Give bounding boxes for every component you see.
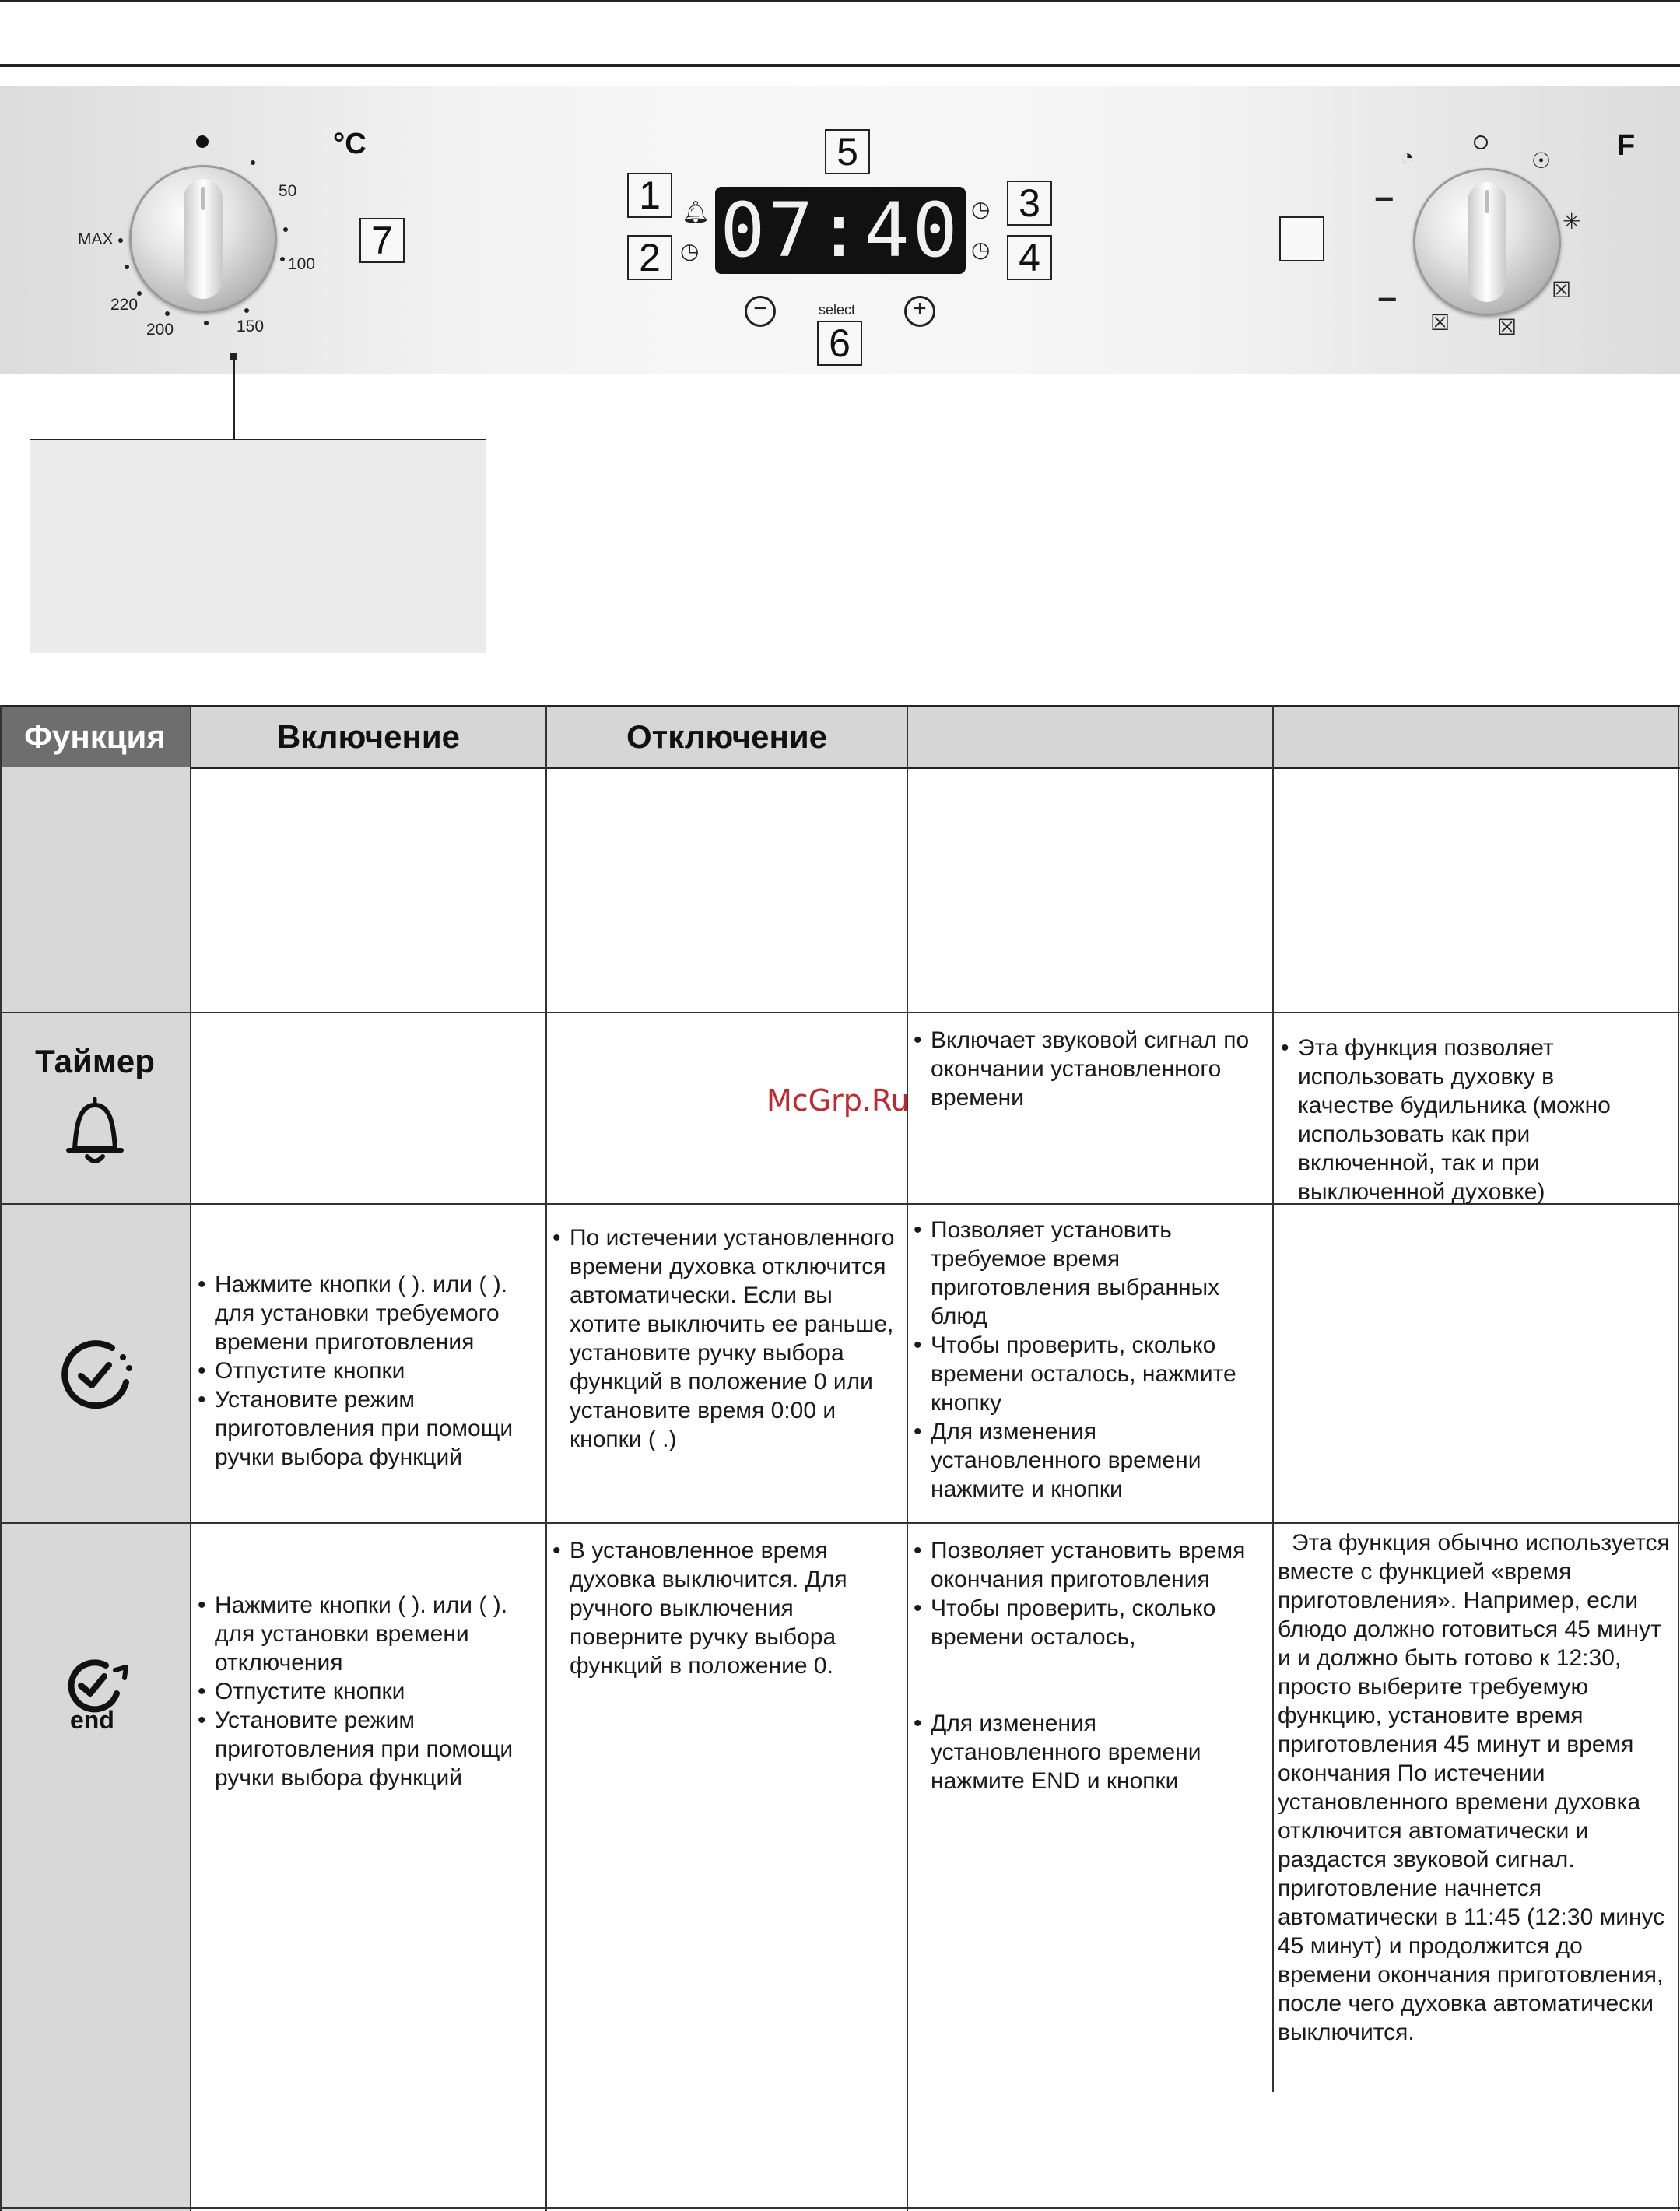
scale-dot	[251, 160, 255, 165]
callout-7: 7	[359, 218, 405, 263]
temp-scale-150: 150	[237, 318, 265, 335]
function-unit: F	[1617, 129, 1636, 162]
list-item: • Чтобы проверить, сколько времени осталось,	[909, 1594, 1259, 1651]
timer-note	[1276, 1034, 1626, 1206]
header-function: Функция	[0, 707, 190, 767]
cook-time-on	[193, 1270, 535, 1472]
cook-time-icon	[58, 1337, 135, 1415]
off-position-icon	[1474, 135, 1488, 149]
function-column	[0, 767, 190, 2211]
plus-button[interactable]: +	[904, 296, 935, 327]
celsius-unit: °C	[333, 128, 367, 160]
end-time-example: Эта функция обычно используется вместе с функцией «время приготовления». Например, если блюдо должно готовиться 45 минут и и должно быть готово к 12:30, просто выберите требуемую функцию, установите время приготовления 45 минут и время окончания По истечении установленного времени духовка отключится автоматически и раздастся звуковой сигнал. приготовление начнется автоматически в 11:45 (12:30 минус 45 минут) и продолжится до времени окончания приготовления, после чего духовка автоматически выключится.	[1278, 1530, 1670, 2045]
header-on: Включение	[276, 718, 461, 755]
row-divider	[0, 2207, 1680, 2209]
pizza-icon: ◔	[1401, 145, 1414, 169]
column-divider	[545, 705, 547, 2211]
end-time-on	[193, 1591, 535, 1792]
list-item: • Отпустите кнопки	[193, 1356, 535, 1385]
list-item: • Нажмите кнопки ( ). или ( ). для установки требуемого времени приготовления	[193, 1270, 535, 1356]
blank-square	[1279, 216, 1324, 261]
bottom-heat-icon: ▁	[1379, 276, 1396, 300]
function-knob[interactable]	[1413, 168, 1561, 316]
end-time-off	[548, 1536, 898, 1680]
defrost-icon: ✳	[1563, 209, 1581, 233]
function-name-timer: Таймер	[35, 1043, 155, 1079]
column-divider	[1678, 705, 1679, 2211]
timer-description	[909, 1026, 1251, 1112]
top-heat-icon: ▔	[1376, 198, 1393, 223]
bell-icon[interactable]: 🔔︎	[682, 200, 710, 224]
select-label: select	[819, 302, 856, 318]
callout-line	[233, 360, 235, 439]
callout-5: 5	[825, 129, 870, 174]
list-item: • Установите режим приготовления при помощи ручки выбора функций	[193, 1706, 535, 1792]
header-col4	[1274, 707, 1678, 767]
list-item: • Включает звуковой сигнал по окончании установленного времени	[909, 1026, 1251, 1112]
cook-time-description	[909, 1216, 1259, 1504]
list-item: • Позволяет установить требуемое время приготовления выбранных блюд	[909, 1216, 1259, 1331]
callout-2: 2	[627, 235, 672, 280]
column-divider	[907, 705, 908, 2211]
cook-time-icon[interactable]: ◷	[971, 197, 991, 221]
callout-3: 3	[1007, 181, 1052, 226]
scale-dot	[125, 265, 129, 269]
scale-dot	[204, 321, 209, 325]
temp-scale-max: MAX	[78, 230, 114, 248]
table-header	[0, 705, 1680, 769]
off-position-dot	[196, 135, 209, 148]
list-item: • Нажмите кнопки ( ). или ( ). для установки времени отключения	[193, 1591, 535, 1677]
end-time-icon[interactable]: ◷	[971, 237, 991, 261]
cook-time-off	[548, 1223, 898, 1454]
row-divider	[0, 1012, 1680, 1013]
temperature-knob[interactable]	[129, 165, 277, 313]
bell-icon	[64, 1094, 126, 1169]
timer-functions-table	[0, 705, 1680, 769]
column-divider	[190, 705, 191, 2211]
list-item: • Чтобы проверить, сколько времени осталось, нажмите кнопку	[909, 1331, 1259, 1417]
header-col3	[908, 707, 1272, 767]
callout-1: 1	[627, 173, 672, 218]
scale-dot	[165, 311, 170, 316]
callout-box	[30, 439, 486, 653]
column-divider	[1272, 705, 1274, 2092]
fan-icon: ☒	[1497, 315, 1517, 339]
scale-dot	[244, 308, 249, 313]
list-item: • Для изменения установленного времени нажмите и кнопки	[909, 1417, 1259, 1504]
scale-dot	[283, 227, 288, 232]
scale-dot	[118, 238, 123, 243]
minus-button[interactable]: −	[745, 296, 776, 327]
temp-scale-50: 50	[279, 182, 297, 200]
temp-scale-220: 220	[110, 296, 139, 314]
watermark: McGrp.Ru	[766, 1083, 910, 1118]
end-icon-label: end	[70, 1706, 114, 1734]
callout-6: 6	[817, 321, 862, 366]
header-off: Отключение	[626, 718, 827, 755]
list-item: • По истечении установленного времени духовка отключится автоматически. Если вы хотите выключить ее раньше, установите ручку выбора функций в положение 0 или установите время 0:00 и кнопки ( .)	[548, 1223, 898, 1454]
temp-scale-100: 100	[288, 255, 316, 273]
bulb-icon: ☉	[1531, 149, 1552, 173]
list-item: • Эта функция позволяет использовать духовку в качестве будильника (можно использовать как при включенной, так и при выключенной духовке)	[1276, 1034, 1626, 1206]
clock-icon[interactable]: ◷	[680, 239, 700, 263]
scale-dot	[280, 257, 285, 261]
time-display: 07:40	[715, 187, 966, 274]
temp-scale-200: 200	[146, 321, 174, 339]
top-border	[0, 0, 1680, 2]
fan-grill-icon: ☒	[1552, 278, 1572, 302]
end-time-icon	[58, 1659, 135, 1737]
row-divider	[0, 1522, 1680, 1524]
grill-icon: ☒	[1430, 311, 1450, 335]
list-item: • Установите режим приготовления при помощи ручки выбора функций	[193, 1385, 535, 1472]
header-rule	[0, 64, 1680, 67]
end-time-description	[909, 1536, 1259, 1795]
list-item: • Отпустите кнопки	[193, 1677, 535, 1706]
list-item: • В установленное время духовка выключится. Для ручного выключения поверните ручку выбора функций в положение 0.	[548, 1536, 898, 1680]
callout-anchor	[230, 353, 237, 360]
list-item: • Позволяет установить время окончания приготовления	[909, 1536, 1259, 1594]
list-item: • Для изменения установленного времени нажмите END и кнопки	[909, 1709, 1259, 1795]
callout-4: 4	[1007, 235, 1052, 280]
column-divider	[0, 705, 2, 2211]
